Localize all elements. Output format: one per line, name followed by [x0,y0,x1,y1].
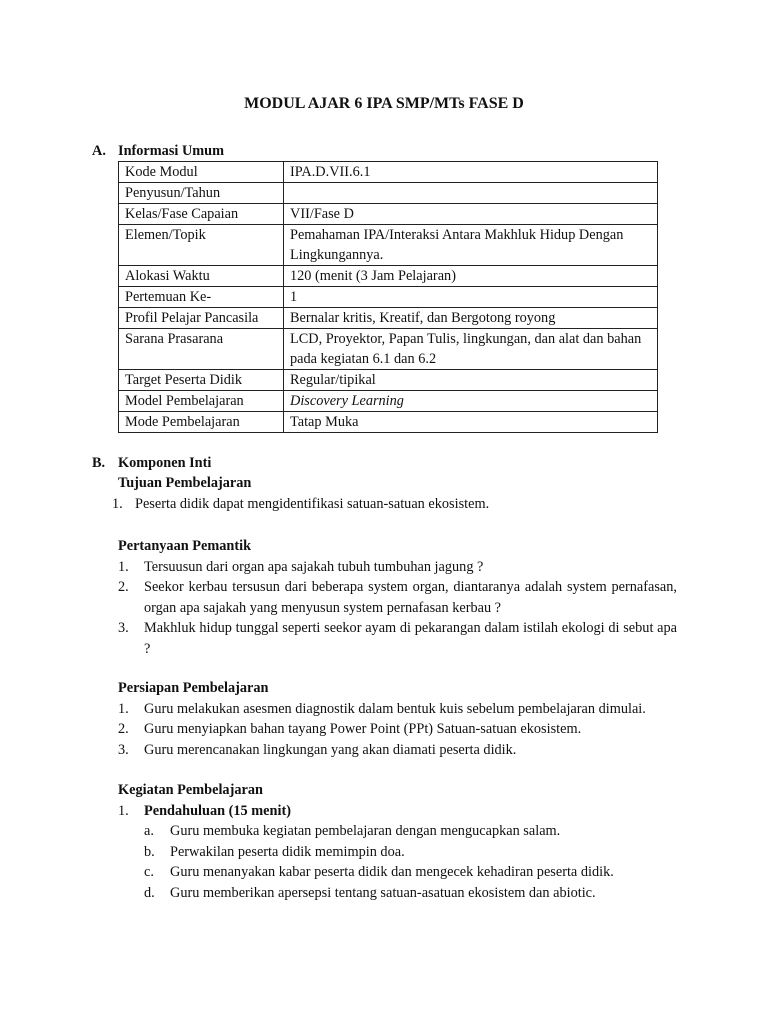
list-number: 1. [118,558,129,575]
table-value: Regular/tipikal [284,370,658,391]
table-key: Mode Pembelajaran [119,412,284,433]
table-row [119,308,658,329]
table-key: Penyusun/Tahun [119,183,284,204]
list-item [118,719,677,740]
list-item [144,821,677,842]
table-value [284,183,658,204]
list-text: Guru memberikan apersepsi tentang satuan-asatuan ekosistem dan abiotic. [170,884,596,901]
list-text: Guru menyiapkan bahan tayang Power Point (PPt) Satuan-satuan ekosistem. [144,721,582,737]
kegiatan-list [118,801,677,822]
list-letter: a. [144,823,154,839]
list-item [118,740,677,761]
list-item [112,494,677,515]
table-key: Pertemuan Ke- [119,287,284,308]
section-b-title: Komponen Inti [118,455,212,471]
list-text: Makhluk hidup tunggal seperti seekor ayam di pekarangan dalam istilah ekologi di sebut apa ? [144,620,677,657]
pemantik-list [118,557,677,660]
persiapan-block [118,678,677,760]
list-item [118,699,677,720]
table-value: LCD, Proyektor, Papan Tulis, lingkungan, dan alat dan bahan pada kegiatan 6.1 dan 6.2 [284,329,658,370]
list-number: 1. [118,802,129,819]
kegiatan-block [118,780,677,903]
list-text: Guru membuka kegiatan pembelajaran dengan mengucapkan salam. [170,823,561,839]
table-key: Elemen/Topik [119,225,284,266]
table-key: Alokasi Waktu [119,266,284,287]
table-key: Kelas/Fase Capaian [119,204,284,225]
persiapan-heading: Persiapan Pembelajaran [118,680,269,696]
info-table [118,161,658,433]
table-key: Profil Pelajar Pancasila [119,308,284,329]
list-item [118,801,677,822]
table-value: Discovery Learning [284,391,658,412]
list-text: Seekor kerbau tersusun dari beberapa system organ, diantaranya adalah system pernafasan, organ apa sajakah yang menyusun system pernafasan kerbau ? [144,579,677,616]
list-text: Perwakilan peserta didik memimpin doa. [170,843,405,860]
table-row [119,412,658,433]
table-value: VII/Fase D [284,204,658,225]
pemantik-heading: Pertanyaan Pemantik [118,538,252,554]
table-value: 1 [284,287,658,308]
list-text: Peserta didik dapat mengidentifikasi satuan-satuan ekosistem. [135,495,490,512]
table-key: Target Peserta Didik [119,370,284,391]
list-number: 1. [112,495,123,512]
list-text: Guru merencanakan lingkungan yang akan diamati peserta didik. [144,741,517,758]
list-letter: d. [144,884,155,901]
list-letter: c. [144,864,154,880]
list-number: 3. [118,741,129,758]
section-a-title: Informasi Umum [118,143,225,159]
table-row [119,225,658,266]
table-row [119,287,658,308]
table-row [119,329,658,370]
section-a-letter: A. [92,143,106,159]
list-number: 3. [118,620,129,636]
persiapan-list [118,699,677,761]
list-item [144,862,677,883]
list-number: 2. [118,579,129,595]
table-row [119,162,658,183]
table-row [119,204,658,225]
table-key: Sarana Prasarana [119,329,284,370]
section-b-heading [92,453,211,474]
list-text: Guru melakukan asesmen diagnostik dalam bentuk kuis sebelum pembelajaran dimulai. [144,700,646,717]
list-item [144,883,677,904]
table-value: Bernalar kritis, Kreatif, dan Bergotong royong [284,308,658,329]
pendahuluan-list [118,821,677,903]
list-number: 1. [118,700,129,717]
list-item [118,557,677,578]
table-row [119,391,658,412]
pendahuluan-heading: Pendahuluan (15 menit) [144,802,291,819]
list-text: Guru menanyakan kabar peserta didik dan mengecek kehadiran peserta didik. [170,864,614,880]
list-text: Tersuusun dari organ apa sajakah tubuh tumbuhan jagung ? [144,558,484,575]
tujuan-list [112,494,677,515]
table-row [119,370,658,391]
table-row [119,266,658,287]
kegiatan-heading: Kegiatan Pembelajaran [118,782,263,798]
table-value: Tatap Muka [284,412,658,433]
table-key: Kode Modul [119,162,284,183]
table-row [119,183,658,204]
section-a-heading [92,141,224,162]
list-item [118,618,677,659]
pemantik-block [118,536,677,659]
table-value: 120 (menit (3 Jam Pelajaran) [284,266,658,287]
list-number: 2. [118,721,129,737]
table-value: Pemahaman IPA/Interaksi Antara Makhluk Hidup Dengan Lingkungannya. [284,225,658,266]
section-b-letter: B. [92,455,106,471]
list-item [118,577,677,618]
module-title: MODUL AJAR 6 IPA SMP/MTs FASE D [244,95,524,112]
tujuan-block [112,473,677,514]
table-key: Model Pembelajaran [119,391,284,412]
list-item [144,842,677,863]
tujuan-heading: Tujuan Pembelajaran [118,475,252,491]
table-value: IPA.D.VII.6.1 [284,162,658,183]
list-letter: b. [144,843,155,860]
